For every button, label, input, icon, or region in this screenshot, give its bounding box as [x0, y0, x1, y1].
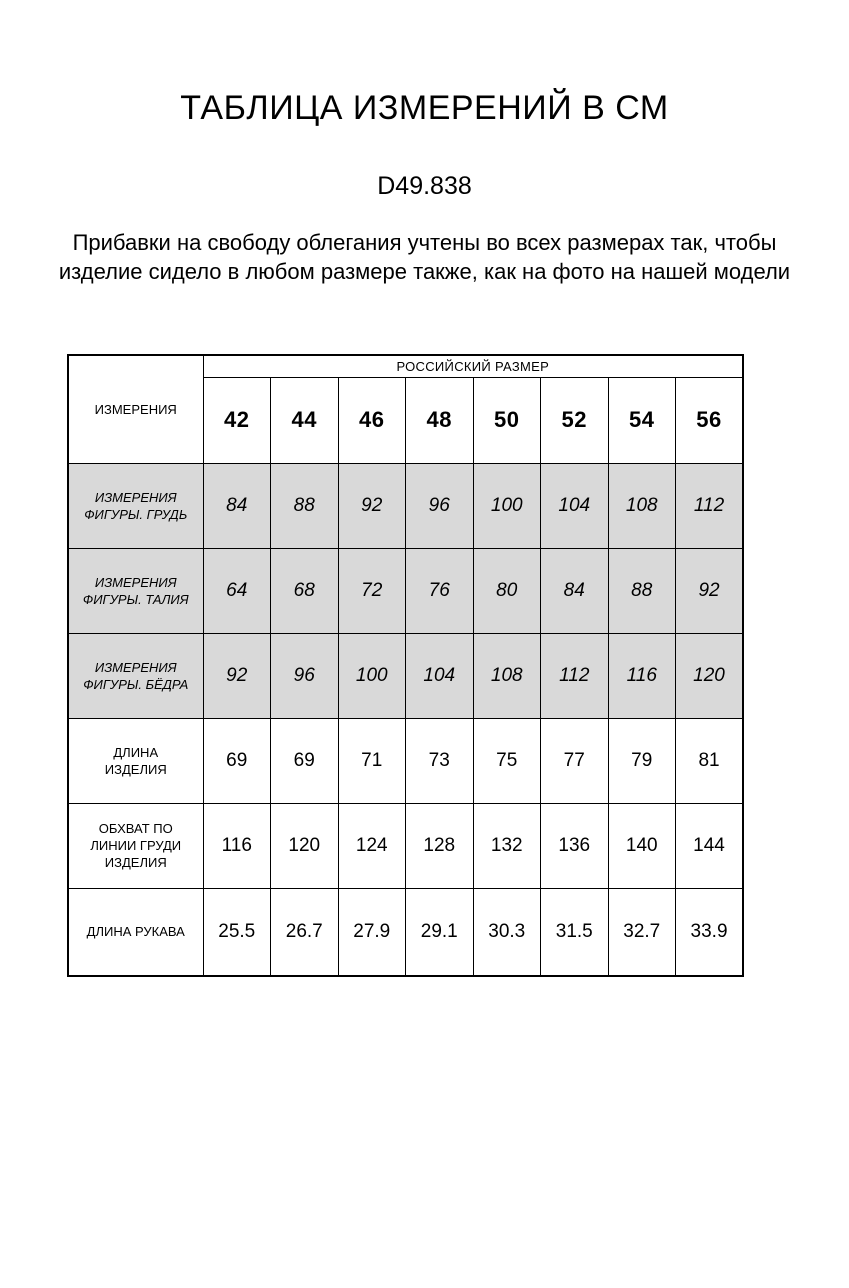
group-header-cell: РОССИЙСКИЙ РАЗМЕР — [203, 355, 743, 377]
value-cell: 26.7 — [271, 888, 339, 976]
value-cell: 116 — [608, 633, 676, 718]
value-cell: 25.5 — [203, 888, 271, 976]
value-cell: 88 — [271, 463, 339, 548]
corner-header-cell: ИЗМЕРЕНИЯ — [68, 355, 203, 463]
size-header-cell: 56 — [676, 377, 744, 463]
value-cell: 77 — [541, 718, 609, 803]
value-cell: 104 — [406, 633, 474, 718]
size-header-cell: 48 — [406, 377, 474, 463]
row-label-cell: ИЗМЕРЕНИЯ ФИГУРЫ. ТАЛИЯ — [68, 548, 203, 633]
fit-note: Прибавки на свободу облегания учтены во всех размерах так, чтобы изделие сидело в любом размере также, как на фото на нашей модели — [58, 230, 791, 284]
value-cell: 92 — [676, 548, 744, 633]
value-cell: 81 — [676, 718, 744, 803]
value-cell: 80 — [473, 548, 541, 633]
value-cell: 76 — [406, 548, 474, 633]
value-cell: 32.7 — [608, 888, 676, 976]
row-label-cell: ДЛИНА ИЗДЕЛИЯ — [68, 718, 203, 803]
table-row — [68, 355, 743, 377]
size-header-cell: 54 — [608, 377, 676, 463]
value-cell: 68 — [271, 548, 339, 633]
value-cell: 108 — [608, 463, 676, 548]
size-header-cell: 46 — [338, 377, 406, 463]
value-cell: 75 — [473, 718, 541, 803]
row-label-cell: ДЛИНА РУКАВА — [68, 888, 203, 976]
table-row — [68, 463, 743, 548]
value-cell: 84 — [203, 463, 271, 548]
value-cell: 31.5 — [541, 888, 609, 976]
value-cell: 27.9 — [338, 888, 406, 976]
table-row — [68, 548, 743, 633]
value-cell: 112 — [541, 633, 609, 718]
value-cell: 144 — [676, 803, 744, 888]
value-cell: 104 — [541, 463, 609, 548]
page-title: ТАБЛИЦА ИЗМЕРЕНИЙ В СМ — [180, 89, 669, 127]
value-cell: 96 — [271, 633, 339, 718]
value-cell: 72 — [338, 548, 406, 633]
value-cell: 112 — [676, 463, 744, 548]
row-label-cell: ОБХВАТ ПО ЛИНИИ ГРУДИ ИЗДЕЛИЯ — [68, 803, 203, 888]
size-measurements-table — [67, 354, 744, 977]
value-cell: 64 — [203, 548, 271, 633]
size-header-cell: 52 — [541, 377, 609, 463]
model-code: D49.838 — [377, 172, 472, 200]
value-cell: 120 — [271, 803, 339, 888]
size-header-cell: 44 — [271, 377, 339, 463]
value-cell: 92 — [203, 633, 271, 718]
size-header-cell: 42 — [203, 377, 271, 463]
row-label-cell: ИЗМЕРЕНИЯ ФИГУРЫ. БЁДРА — [68, 633, 203, 718]
row-label-cell: ИЗМЕРЕНИЯ ФИГУРЫ. ГРУДЬ — [68, 463, 203, 548]
value-cell: 128 — [406, 803, 474, 888]
value-cell: 132 — [473, 803, 541, 888]
table-row — [68, 803, 743, 888]
table-row — [68, 633, 743, 718]
value-cell: 124 — [338, 803, 406, 888]
table-row — [68, 718, 743, 803]
value-cell: 69 — [271, 718, 339, 803]
value-cell: 140 — [608, 803, 676, 888]
value-cell: 69 — [203, 718, 271, 803]
value-cell: 100 — [473, 463, 541, 548]
value-cell: 136 — [541, 803, 609, 888]
value-cell: 29.1 — [406, 888, 474, 976]
value-cell: 30.3 — [473, 888, 541, 976]
value-cell: 33.9 — [676, 888, 744, 976]
value-cell: 96 — [406, 463, 474, 548]
table-row — [68, 888, 743, 976]
value-cell: 79 — [608, 718, 676, 803]
value-cell: 108 — [473, 633, 541, 718]
value-cell: 120 — [676, 633, 744, 718]
value-cell: 84 — [541, 548, 609, 633]
value-cell: 100 — [338, 633, 406, 718]
size-header-cell: 50 — [473, 377, 541, 463]
value-cell: 88 — [608, 548, 676, 633]
value-cell: 73 — [406, 718, 474, 803]
value-cell: 71 — [338, 718, 406, 803]
value-cell: 116 — [203, 803, 271, 888]
value-cell: 92 — [338, 463, 406, 548]
